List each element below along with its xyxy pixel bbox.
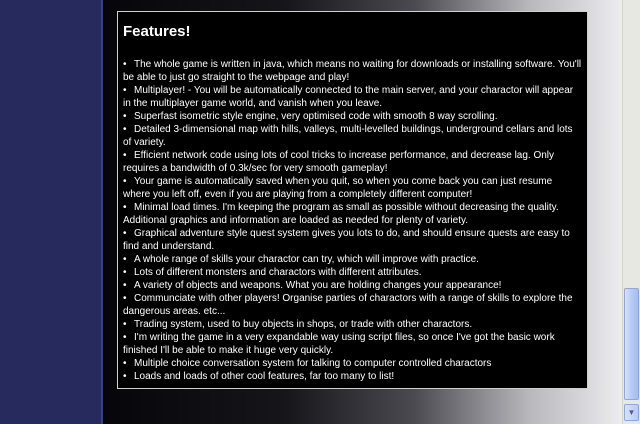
bullet-icon: •: [123, 150, 127, 161]
feature-item: • Minimal load times. I'm keeping the program as small as possible without decreasing the quality. Additional graphics and information are loaded as needed for plenty of variety.: [123, 202, 559, 226]
feature-item: • The whole game is written in java, which means no waiting for downloads or installing software. You'll be able to just go straight to the webpage and play!: [123, 59, 582, 83]
feature-item: • Multiple choice conversation system for talking to computer controlled charactors: [123, 358, 492, 369]
features-list: [123, 58, 582, 383]
bullet-icon: •: [123, 280, 127, 291]
scrollbar-thumb[interactable]: [624, 288, 639, 400]
bullet-icon: •: [123, 111, 127, 122]
bullet-icon: •: [123, 85, 127, 96]
bullet-icon: •: [123, 371, 127, 382]
bullet-icon: •: [123, 176, 127, 187]
bullet-icon: •: [123, 267, 127, 278]
feature-item: • Detailed 3-dimensional map with hills, valleys, multi-levelled buildings, underground cellars and lots of variety.: [123, 124, 573, 148]
feature-item: • Lots of different monsters and charactors with different attributes.: [123, 267, 422, 278]
chevron-down-icon: ▼: [627, 408, 636, 417]
bullet-icon: •: [123, 293, 127, 304]
bullet-icon: •: [123, 254, 127, 265]
feature-item: • Efficient network code using lots of cool tricks to increase performance, and decrease lag. Only requires a bandwidth of 0.3k/sec for very smooth gameplay!: [123, 150, 555, 174]
feature-item: • A variety of objects and weapons. What you are holding changes your appearance!: [123, 280, 502, 291]
features-heading: Features!: [123, 23, 191, 40]
bullet-icon: •: [123, 319, 127, 330]
feature-item: • Loads and loads of other cool features, far too many to list!: [123, 371, 395, 382]
feature-item: • Trading system, used to buy objects in shops, or trade with other charactors.: [123, 319, 473, 330]
bullet-icon: •: [123, 228, 127, 239]
bullet-icon: •: [123, 358, 127, 369]
feature-item: • Graphical adventure style quest system gives you lots to do, and should ensure quests are easy to find and understand.: [123, 228, 570, 252]
feature-item: • Multiplayer! - You will be automatically connected to the main server, and your charactor will appear in the multiplayer game world, and vanish when you leave.: [123, 85, 574, 109]
feature-item: • I'm writing the game in a very expandable way using script files, so once I've got the basic work finished I'll be able to make it huge very quickly.: [123, 332, 555, 356]
bullet-icon: •: [123, 202, 127, 213]
bullet-icon: •: [123, 124, 127, 135]
features-box: [117, 11, 588, 389]
bullet-icon: •: [123, 332, 127, 343]
scroll-down-button[interactable]: [624, 404, 639, 421]
vertical-scrollbar[interactable]: [622, 0, 640, 424]
feature-item: • Your game is automatically saved when you quit, so when you come back you can just resume where you left off, even if you are playing from a completely different computer!: [123, 176, 553, 200]
feature-item: • Superfast isometric style engine, very optimised code with smooth 8 way scrolling.: [123, 111, 498, 122]
feature-item: • A whole range of skills your charactor can try, which will improve with practice.: [123, 254, 479, 265]
bullet-icon: •: [123, 59, 127, 70]
feature-item: • Communciate with other players! Organise parties of charactors with a range of skills to explore the dangerous areas. etc...: [123, 293, 573, 317]
left-sidebar: [0, 0, 102, 424]
